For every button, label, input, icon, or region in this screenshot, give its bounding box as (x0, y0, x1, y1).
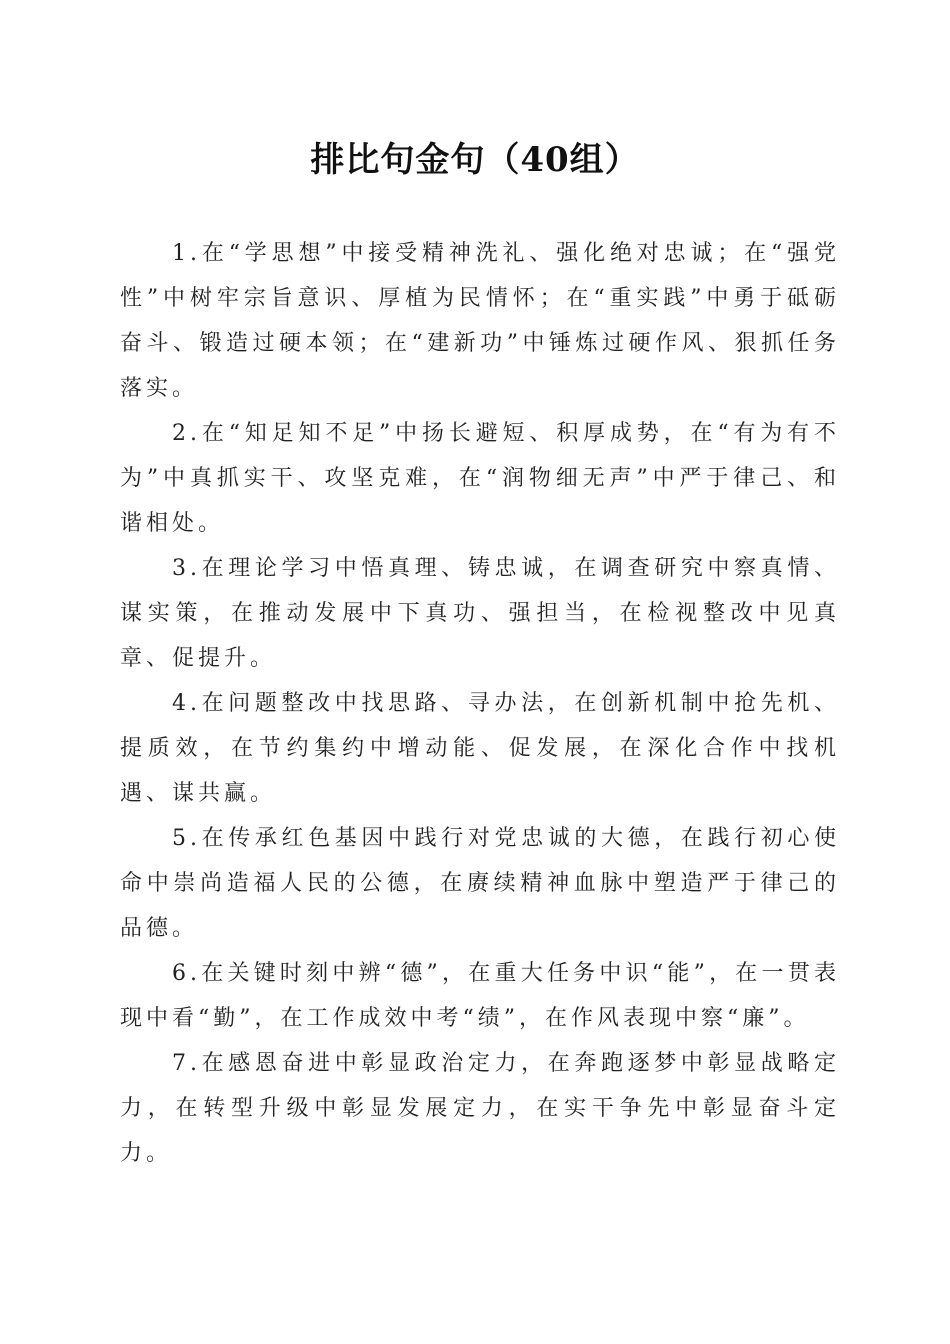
paragraph-4: 4.在问题整改中找思路、寻办法，在创新机制中抢先机、提质效，在节约集约中增动能、促发展，在深化合作中找机遇、谋共赢。 (120, 691, 840, 806)
paragraph-6: 6.在关键时刻中辨“德”，在重大任务中识“能”，在一贯表现中看“勤”，在工作成效中考“绩”，在作风表现中察“廉”。 (120, 961, 840, 1031)
document-body (120, 231, 840, 1176)
paragraph-2: 2.在“知足知不足”中扬长避短、积厚成势，在“有为有不为”中真抓实干、攻坚克难，在“润物细无声”中严于律己、和谐相处。 (120, 421, 840, 536)
document-title: 排比句金句（40组） (310, 140, 640, 180)
paragraph-3: 3.在理论学习中悟真理、铸忠诚，在调查研究中察真情、谋实策，在推动发展中下真功、强担当，在检视整改中见真章、促提升。 (120, 556, 840, 671)
paragraph-1: 1.在“学思想”中接受精神洗礼、强化绝对忠诚；在“强党性”中树牢宗旨意识、厚植为民情怀；在“重实践”中勇于砥砺奋斗、锻造过硬本领；在“建新功”中锤炼过硬作风、狠抓任务落实。 (120, 241, 840, 401)
paragraph-7: 7.在感恩奋进中彰显政治定力，在奔跑逐梦中彰显战略定力，在转型升级中彰显发展定力，在实干争先中彰显奋斗定力。 (120, 1051, 840, 1166)
paragraph-5: 5.在传承红色基因中践行对党忠诚的大德，在践行初心使命中崇尚造福人民的公德，在赓续精神血脉中塑造严于律己的品德。 (120, 826, 840, 941)
